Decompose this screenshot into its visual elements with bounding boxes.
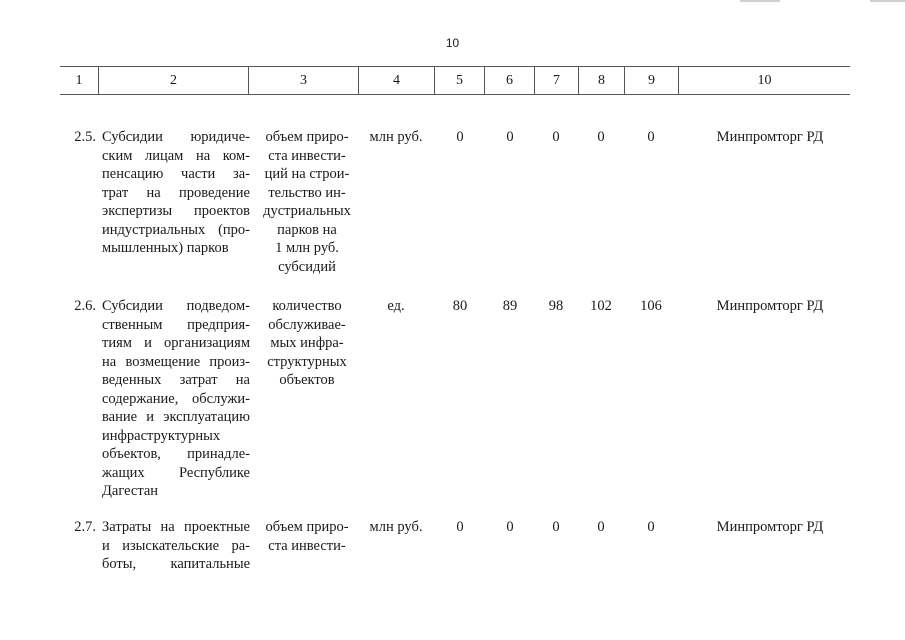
measure-name-line: и изыскательские ра-: [102, 537, 250, 554]
header-col-7: 7: [534, 67, 578, 94]
measure-name-line: ственным предприя-: [102, 316, 250, 333]
value-col-6: 0: [506, 129, 514, 145]
scan-artifact: [740, 0, 780, 2]
value-col-8: 102: [590, 298, 612, 314]
indicator-line: объем приро-: [265, 519, 349, 535]
value-col-6: 0: [506, 519, 514, 535]
value-col-9: 0: [647, 129, 655, 145]
indicator-line: ций на строи-: [264, 166, 350, 182]
indicator-line: объем приро-: [265, 129, 349, 145]
measure-name-line: инфраструктурных: [102, 427, 221, 444]
header-col-3: 3: [248, 67, 358, 94]
measure-name-line: тиям и организациям: [102, 335, 250, 351]
indicator-line: количество: [272, 298, 342, 314]
header-col-8: 8: [578, 67, 624, 94]
indicator-name: [258, 518, 356, 555]
value-col-7: 98: [548, 298, 564, 314]
row-number: 2.5.: [74, 129, 96, 145]
header-col-1: 1: [75, 73, 83, 88]
indicator-line: ста инвести-: [268, 537, 346, 554]
responsible-executor: Минпромторг РД: [716, 519, 824, 535]
value-col-5: 0: [456, 129, 464, 145]
measure-name-line: Дагестан: [102, 483, 159, 499]
indicator-line: субсидий: [278, 258, 336, 275]
scan-artifact: [870, 0, 905, 2]
row-number: 2.6.: [74, 298, 96, 314]
value-col-8: 0: [597, 519, 605, 535]
measure-name-line: ским лицам на ком-: [102, 147, 250, 164]
measure-name-line: индустриальных (про-: [102, 221, 250, 238]
table-header-row: [60, 66, 850, 95]
measure-name-line: Субсидии юридиче-: [102, 129, 250, 145]
value-col-9: 106: [640, 298, 662, 314]
measure-name-line: трат на проведение: [102, 184, 250, 201]
responsible-executor: Минпромторг РД: [716, 129, 824, 145]
indicator-line: парков на: [277, 221, 337, 238]
measure-name-line: вание и эксплуатацию: [102, 409, 250, 425]
measure-name: [102, 518, 250, 574]
indicator-line: дустриальных: [263, 203, 351, 219]
indicator-line: ста инвести-: [268, 147, 346, 164]
measure-name: [102, 297, 250, 501]
indicator-line: объектов: [279, 372, 335, 388]
unit: ед.: [387, 298, 405, 314]
page-number: 10: [445, 36, 460, 50]
value-col-9: 0: [647, 519, 655, 535]
measure-name: [102, 128, 250, 258]
indicator-line: тельство ин-: [268, 184, 346, 201]
measure-name-line: боты, капитальные: [102, 556, 250, 572]
measure-name-line: объектов, принадле-: [102, 446, 250, 462]
indicator-line: мых инфра-: [270, 335, 344, 351]
measure-name-line: Субсидии подведом-: [102, 298, 250, 314]
value-col-6: 89: [502, 298, 518, 314]
measure-name-line: веденных затрат на: [102, 372, 250, 388]
indicator-name: [258, 128, 356, 276]
measure-name-line: содержание, обслужи-: [102, 390, 250, 407]
responsible-executor: Минпромторг РД: [716, 298, 824, 314]
header-col-4: 4: [358, 67, 434, 94]
unit: млн руб.: [369, 129, 423, 145]
value-col-5: 0: [456, 519, 464, 535]
measure-name-line: жащих Республике: [102, 464, 250, 481]
measure-name-line: пенсацию части за-: [102, 166, 250, 182]
header-col-9: 9: [624, 67, 678, 94]
header-col-10: 10: [678, 67, 850, 94]
indicator-line: структурных: [267, 353, 347, 370]
indicator-line: обслуживае-: [268, 316, 346, 333]
value-col-7: 0: [552, 519, 560, 535]
measure-name-line: экспертизы проектов: [102, 203, 250, 219]
measure-name-line: на возмещение произ-: [102, 353, 250, 370]
indicator-name: [258, 297, 356, 390]
header-col-6: 6: [484, 67, 534, 94]
measure-name-line: мышленных) парков: [102, 240, 229, 256]
value-col-8: 0: [597, 129, 605, 145]
header-col-2: 2: [98, 67, 248, 94]
header-col-5: 5: [434, 67, 484, 94]
unit: млн руб.: [369, 519, 423, 535]
indicator-line: 1 млн руб.: [275, 240, 339, 256]
value-col-7: 0: [552, 129, 560, 145]
row-number: 2.7.: [74, 519, 96, 535]
value-col-5: 80: [452, 298, 468, 314]
measure-name-line: Затраты на проектные: [102, 519, 250, 535]
